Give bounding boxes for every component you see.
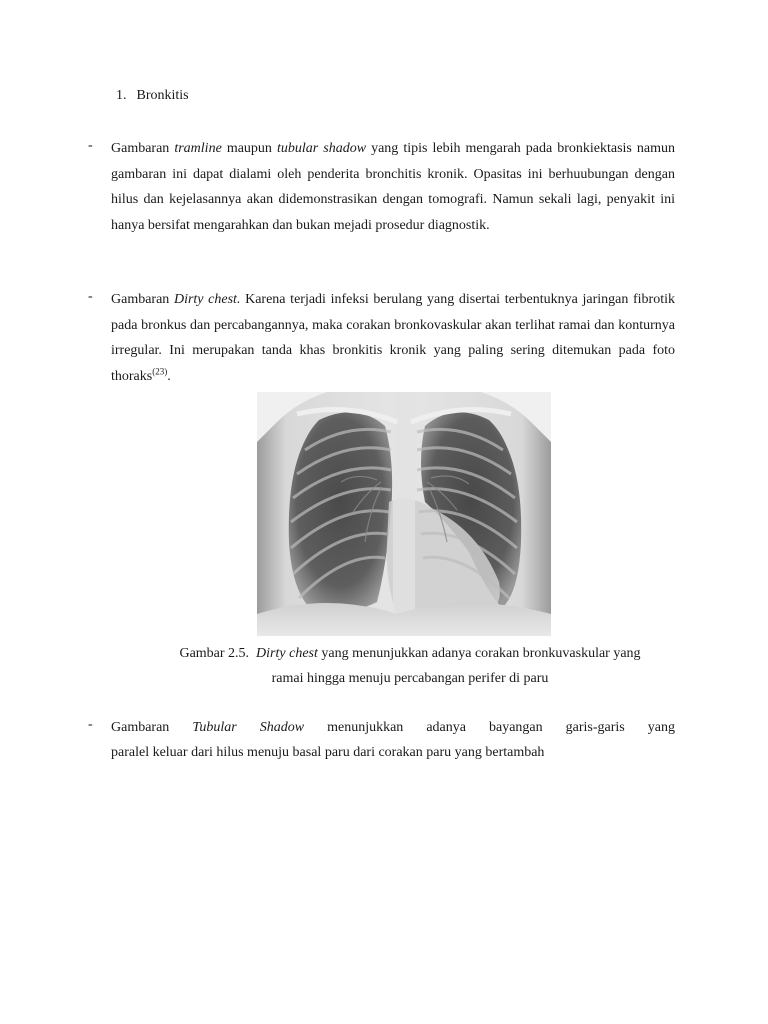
text-end: . — [167, 368, 171, 384]
text-rest: yang tipis lebih mengarah pada bronkiektasis namun gambaran ini dapat dialami oleh penderita bronchitis kronik. Opasitas ini berhuubungan dengan hilus dan kejelasannya akan didemonstrasikan dengan tomografi. Namun sekali lagi, penyakit ini hanya bersifat mengarahkan dan bukan mejadi prosedur diagnostik. — [111, 141, 675, 233]
section-heading — [116, 86, 189, 106]
term-tubular-shadow: tubular shadow — [276, 141, 367, 156]
paragraph-tubular-shadow-line2: paralel keluar dari hilus menuju basal paru dari corakan paru yang bertambah — [111, 745, 545, 760]
chest-xray-graphic — [257, 392, 551, 636]
caption-line-1 — [140, 641, 680, 666]
term-tramline: tramline — [174, 141, 222, 156]
paragraph-dirty-chest — [111, 287, 675, 389]
caption-line-2: ramai hingga menuju percabangan perifer di paru — [271, 671, 549, 686]
bullet-dash-2: - — [88, 289, 93, 304]
text-rest: Karena terjadi infeksi berulang yang disertai terbentuknya jaringan fibrotik pada bronkus dan percabangannya, maka corakan bronkovaskular akan terlihat ramai dan konturnya irregular. Ini merupakan tanda khas bronkitis kronik yang paling sering ditemukan pada foto thoraks — [111, 292, 675, 384]
text-mid: maupun — [221, 141, 277, 156]
text-lead: Gambaran — [111, 292, 174, 307]
paragraph-tubular-shadow-line1 — [111, 715, 675, 741]
text-lead: Gambaran — [111, 720, 193, 735]
text-lead: Gambaran — [111, 141, 175, 156]
bullet-dash-1: - — [88, 138, 93, 153]
bullet-dash-3: - — [88, 717, 93, 732]
heading-title: Bronkitis — [136, 88, 189, 103]
citation-superscript: (23) — [152, 365, 168, 376]
caption-text: yang menunjukkan adanya corakan bronkuvaskular yang — [317, 646, 641, 661]
term-tubular-shadow: Tubular Shadow — [192, 720, 305, 735]
paragraph-tramline — [111, 136, 675, 238]
chest-xray-image — [257, 392, 551, 636]
caption-term: Dirty chest — [256, 646, 318, 661]
caption-label: Gambar 2.5. — [179, 646, 250, 661]
text-rest: menunjukkan adanya bayangan garis-garis yang — [304, 720, 675, 735]
figure-caption — [140, 641, 680, 691]
term-dirty-chest: Dirty chest. — [173, 292, 241, 307]
heading-number: 1. — [116, 88, 127, 103]
